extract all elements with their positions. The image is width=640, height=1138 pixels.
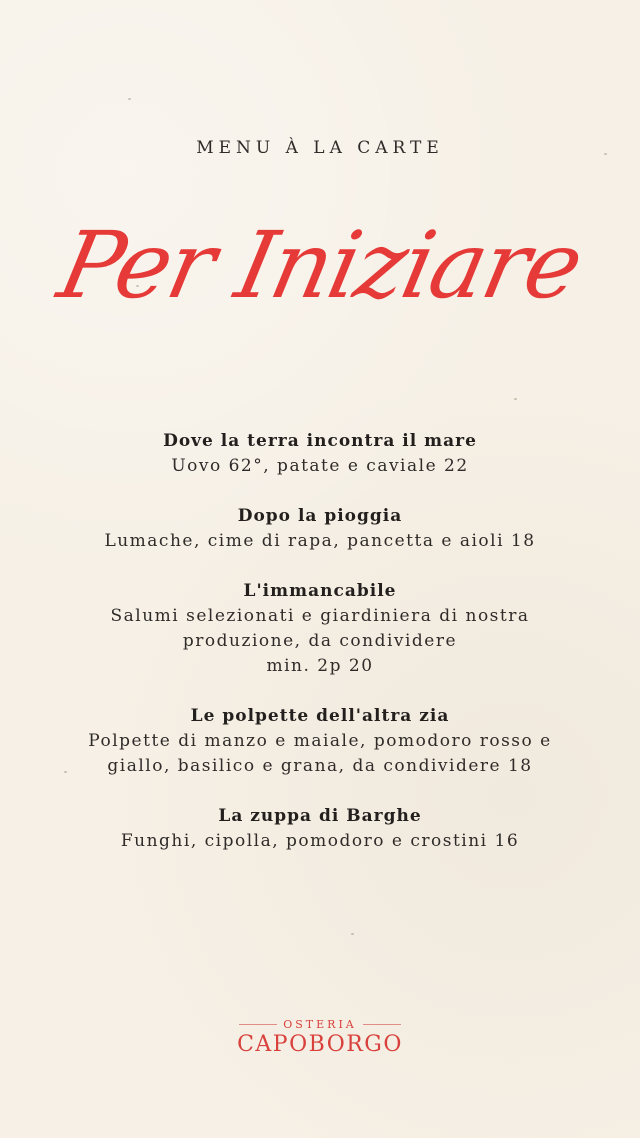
menu-item-description: Lumache, cime di rapa, pancetta e aioli 18 <box>104 531 536 551</box>
brand-line-right <box>363 1024 401 1025</box>
menu-item-name: L'immancabile <box>243 581 397 601</box>
menu-list <box>40 428 600 878</box>
menu-item-description: Salumi selezionati e giardiniera di nostra produzione, da condividere min. 2p 20 <box>110 606 530 676</box>
menu-item <box>40 503 600 554</box>
menu-item-name: Dopo la pioggia <box>237 506 403 526</box>
brand-line-left <box>239 1024 277 1025</box>
brand-logo <box>0 1018 640 1057</box>
menu-item-description: Polpette di manzo e maiale, pomodoro rosso e giallo, basilico e grana, da condividere 18 <box>88 731 552 776</box>
paper-speck <box>351 933 354 935</box>
menu-item <box>40 803 600 854</box>
menu-item-name: Le polpette dell'altra zia <box>190 706 450 726</box>
section-title: Per Iniziare <box>49 212 591 319</box>
menu-header-label: MENU À LA CARTE <box>196 138 444 158</box>
brand-tagline-row <box>0 1018 640 1031</box>
menu-item-description: Funghi, cipolla, pomodoro e crostini 16 <box>120 831 520 851</box>
menu-item <box>40 428 600 479</box>
menu-item <box>40 703 600 779</box>
menu-item <box>40 578 600 679</box>
menu-item-name: Dove la terra incontra il mare <box>163 431 477 451</box>
paper-speck <box>128 98 131 100</box>
paper-speck <box>514 398 517 400</box>
brand-top-text: OSTERIA <box>283 1018 357 1031</box>
menu-item-description: Uovo 62°, patate e caviale 22 <box>171 456 469 476</box>
brand-name: CAPOBORGO <box>237 1032 403 1057</box>
menu-item-name: La zuppa di Barghe <box>218 806 422 826</box>
